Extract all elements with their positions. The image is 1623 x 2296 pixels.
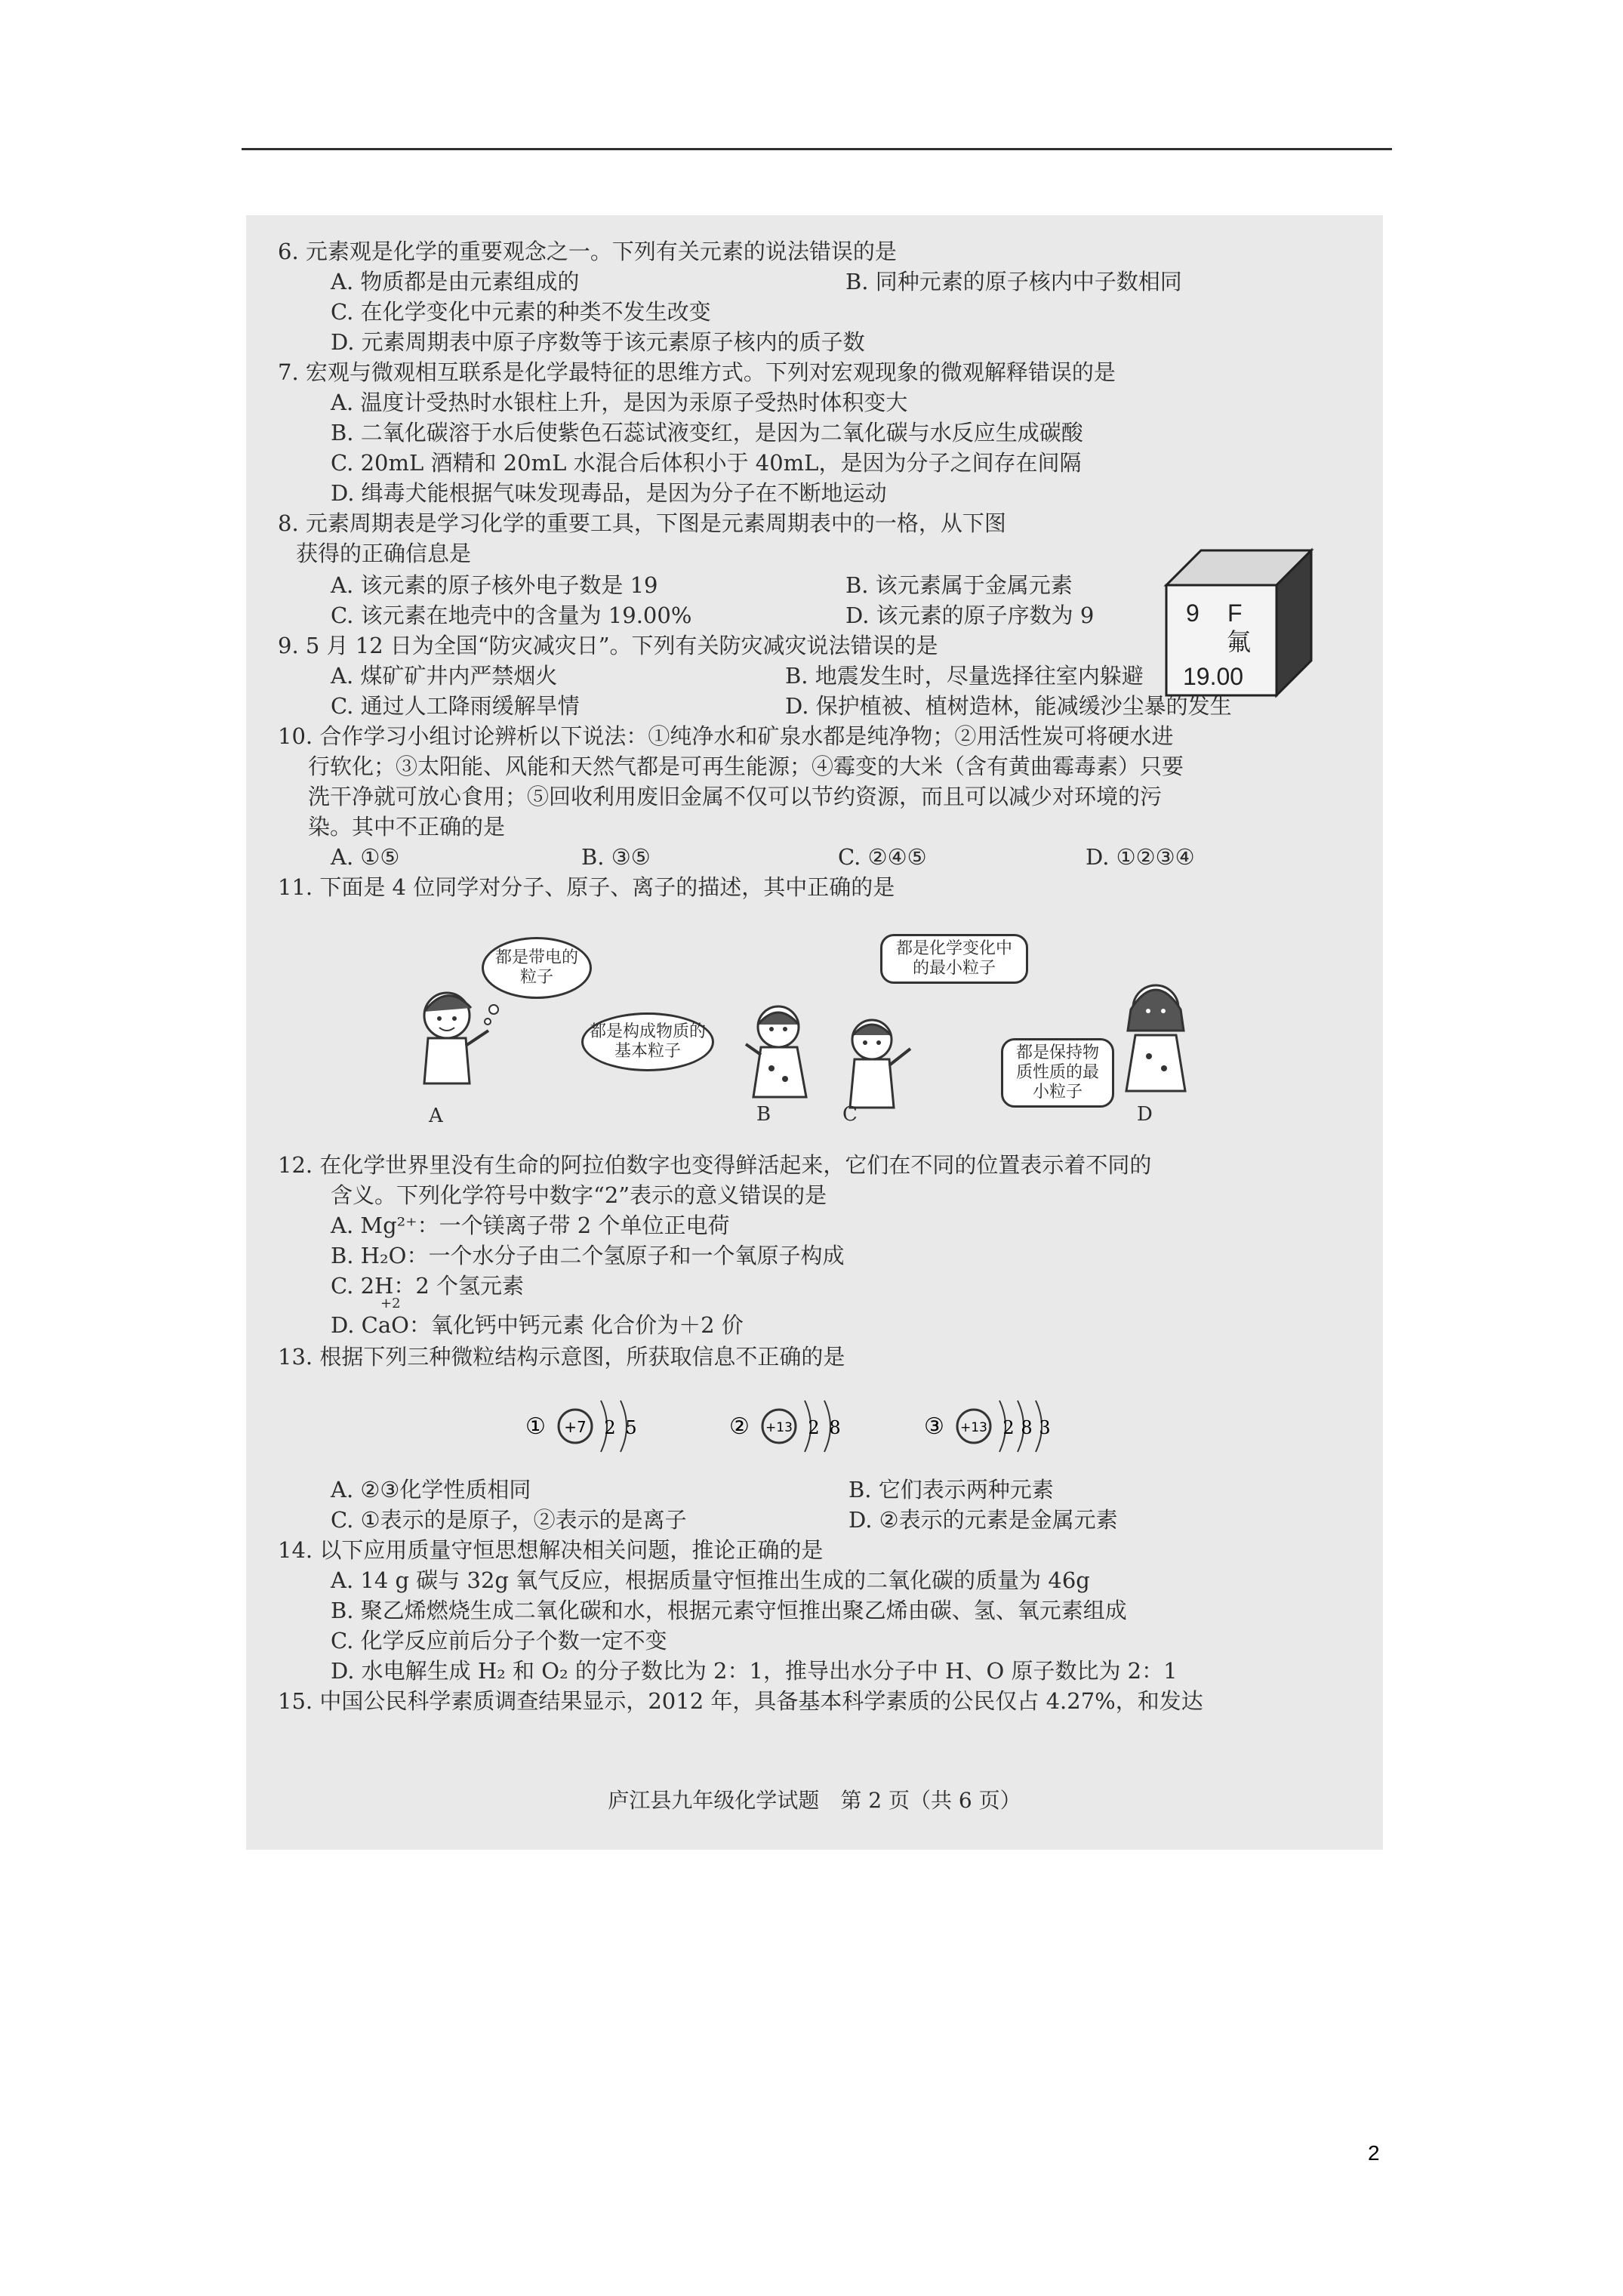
cao-valence-mark: +2 (380, 1296, 401, 1311)
question-7-stem: 7. 宏观与微观相互联系是化学最特征的思维方式。下列对宏观现象的微观解释错误的是 (278, 359, 1116, 385)
question-13-stem: 13. 根据下列三种微粒结构示意图，所获取信息不正确的是 (278, 1344, 845, 1370)
element-tile-number: 9 (1186, 599, 1200, 627)
question-12-option-a: A. Mg²⁺：一个镁离子带 2 个单位正电荷 (331, 1213, 730, 1238)
page-number: 2 (1368, 2141, 1380, 2165)
question-10-stem-line-4: 染。其中不正确的是 (308, 814, 506, 840)
figure-13-atom-diagrams (525, 1390, 1099, 1462)
atom-1-shell-1: 2 (604, 1417, 616, 1438)
question-6-option-d: D. 元素周期表中原子序数等于该元素原子核内的质子数 (331, 329, 865, 355)
scanned-page (246, 215, 1383, 1850)
question-8-option-c: C. 该元素在地壳中的含量为 19.00% (331, 603, 692, 628)
question-10-option-a: A. ①⑤ (331, 844, 400, 870)
question-10-option-b: B. ③⑤ (581, 844, 651, 870)
question-6-option-b: B. 同种元素的原子核内中子数相同 (845, 269, 1182, 294)
question-8-stem: 8. 元素周期表是学习化学的重要工具，下图是元素周期表中的一格，从下图 (278, 510, 1006, 536)
question-14-option-c: C. 化学反应前后分子个数一定不变 (331, 1628, 667, 1653)
atom-3-shell-2: 8 (1021, 1417, 1033, 1438)
atom-2-shell-1: 2 (808, 1417, 820, 1438)
atom-2-nucleus: +13 (765, 1420, 793, 1435)
atom-1-nucleus: +7 (564, 1418, 587, 1436)
question-9-option-a: A. 煤矿矿井内严禁烟火 (331, 663, 558, 689)
atom-3-diagram (924, 1401, 1051, 1452)
question-14-option-d: D. 水电解生成 H₂ 和 O₂ 的分子数比为 2：1，推导出水分子中 H、O 原子数比为 2：1 (331, 1658, 1178, 1684)
header-rule (242, 148, 1392, 150)
speech-bubble-c: 都是化学变化中的最小粒子 (880, 934, 1028, 984)
speech-bubble-b: 都是构成物质的基本粒子 (581, 1012, 714, 1071)
question-12-stem-continued: 含义。下列化学符号中数字“2”表示的意义错误的是 (331, 1182, 827, 1208)
figure-11 (246, 215, 1383, 1151)
atom-2-label: ② (729, 1413, 750, 1440)
question-7-option-b: B. 二氧化碳溶于水后使紫色石蕊试液变红，是因为二氧化碳与水反应生成碳酸 (331, 420, 1083, 445)
question-11-stem: 11. 下面是 4 位同学对分子、原子、离子的描述，其中正确的是 (278, 874, 895, 900)
question-8-stem-continued: 获得的正确信息是 (296, 541, 472, 566)
question-8-option-b: B. 该元素属于金属元素 (845, 572, 1073, 598)
figure-11-label-d: D (1137, 1103, 1153, 1126)
student-a-illustration (409, 985, 500, 1099)
student-b-illustration (744, 1000, 820, 1106)
question-6-stem: 6. 元素观是化学的重要观念之一。下列有关元素的说法错误的是 (278, 239, 897, 264)
question-7-option-d: D. 缉毒犬能根据气味发现毒品，是因为分子在不断地运动 (331, 480, 887, 506)
question-14-option-a: A. 14 g 碳与 32g 氧气反应，根据质量守恒推出生成的二氧化碳的质量为 46g (331, 1567, 1090, 1593)
question-9-option-d: D. 保护植被、植树造林，能减缓沙尘暴的发生 (785, 693, 1232, 719)
question-15-stem: 15. 中国公民科学素质调查结果显示，2012 年，具备基本科学素质的公民仅占 4.27%，和发达 (278, 1688, 1203, 1714)
question-7-option-c: C. 20mL 酒精和 20mL 水混合后体积小于 40mL，是因为分子之间存在间隔 (331, 450, 1082, 476)
question-10-option-c: C. ②④⑤ (838, 844, 927, 870)
question-8-option-a: A. 该元素的原子核外电子数是 19 (331, 572, 658, 598)
student-d-illustration (1114, 978, 1197, 1099)
figure-11-label-b: B (756, 1103, 771, 1126)
question-12-option-b: B. H₂O：一个水分子由二个氢原子和一个氧原子构成 (331, 1243, 845, 1268)
atom-2-diagram (729, 1401, 841, 1452)
question-13-option-d: D. ②表示的元素是金属元素 (848, 1507, 1118, 1533)
question-6-option-c: C. 在化学变化中元素的种类不发生改变 (331, 299, 711, 325)
question-8-option-d: D. 该元素的原子序数为 9 (845, 603, 1095, 628)
question-10-option-d: D. ①②③④ (1086, 844, 1195, 870)
atom-3-shell-3: 3 (1039, 1417, 1051, 1438)
question-14-stem: 14. 以下应用质量守恒思想解决相关问题，推论正确的是 (278, 1537, 824, 1563)
atom-3-nucleus: +13 (960, 1420, 987, 1435)
question-14-option-b: B. 聚乙烯燃烧生成二氧化碳和水，根据元素守恒推出聚乙烯由碳、氢、氧元素组成 (331, 1598, 1127, 1623)
question-13-option-b: B. 它们表示两种元素 (848, 1477, 1054, 1502)
atom-1-label: ① (525, 1413, 546, 1440)
question-9-option-b: B. 地震发生时，尽量选择往室内躲避 (785, 663, 1144, 689)
atom-3-label: ③ (924, 1413, 944, 1440)
atom-1-diagram (525, 1401, 637, 1452)
student-c-illustration (838, 1015, 913, 1114)
question-12-stem: 12. 在化学世界里没有生命的阿拉伯数字也变得鲜活起来，它们在不同的位置表示着不同的 (278, 1152, 1152, 1178)
question-9-stem: 9. 5 月 12 日为全国“防灾减灾日”。下列有关防灾减灾说法错误的是 (278, 633, 938, 658)
question-9-option-c: C. 通过人工降雨缓解旱情 (331, 693, 580, 719)
figure-11-label-a: A (429, 1105, 443, 1127)
question-13-option-a: A. ②③化学性质相同 (331, 1477, 531, 1502)
element-tile-symbol: F (1227, 599, 1243, 627)
speech-bubble-a: 都是带电的粒子 (482, 937, 592, 999)
atom-1-shell-2: 5 (625, 1417, 637, 1438)
atom-3-shell-1: 2 (1002, 1417, 1015, 1438)
element-tile-name: 氟 (1227, 627, 1252, 656)
element-tile-mass: 19.00 (1183, 663, 1244, 690)
page-footer: 庐江县九年级化学试题 第 2 页（共 6 页） (608, 1788, 1021, 1813)
question-10-stem-line-3: 洗干净就可放心食用；⑤回收利用废旧金属不仅可以节约资源，而且可以减少对环境的污 (308, 784, 1163, 809)
question-10-stem-line-2: 行软化；③太阳能、风能和天然气都是可再生能源；④霉变的大米（含有黄曲霉毒素）只要 (308, 754, 1184, 779)
question-6-option-a: A. 物质都是由元素组成的 (331, 269, 580, 294)
question-13-option-c: C. ①表示的是原子，②表示的是离子 (331, 1507, 687, 1533)
question-7-option-a: A. 温度计受热时水银柱上升，是因为汞原子受热时体积变大 (331, 390, 908, 415)
question-10-stem: 10. 合作学习小组讨论辨析以下说法：①纯净水和矿泉水都是纯净物；②用活性炭可将硬水进 (278, 723, 1174, 749)
question-12-option-d: D. CaO：氧化钙中钙元素 化合价为＋2 价 (331, 1312, 744, 1338)
figure-11-label-c: C (842, 1103, 858, 1126)
atom-2-shell-2: 8 (829, 1417, 841, 1438)
speech-bubble-d: 都是保持物质性质的最小粒子 (1001, 1038, 1114, 1108)
question-12-option-c: C. 2H：2 个氢元素 (331, 1273, 525, 1299)
